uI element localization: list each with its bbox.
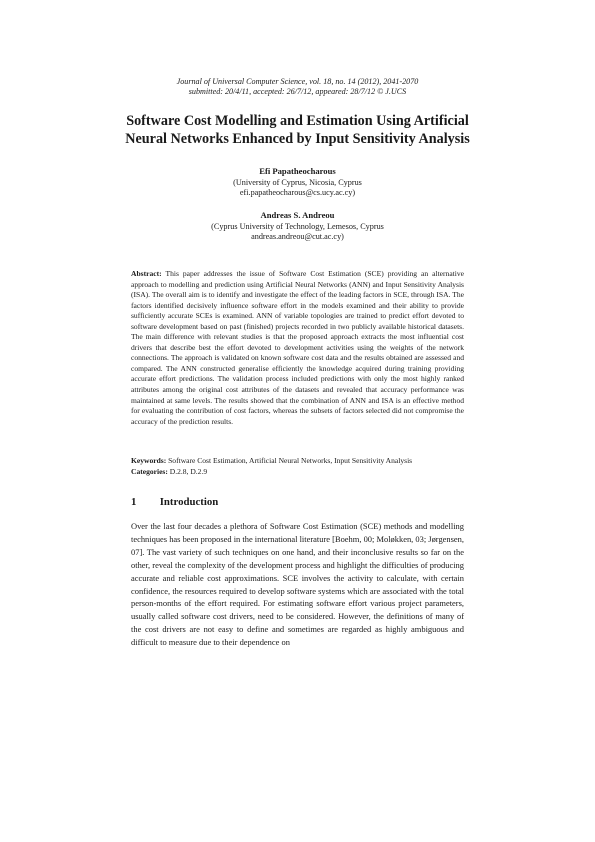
author-block (0, 166, 595, 199)
section-number: 1 (131, 496, 137, 508)
journal-citation: Journal of Universal Computer Science, vol. 18, no. 14 (2012), 2041-2070 (176, 77, 419, 86)
submission-dates: submitted: 20/4/11, accepted: 26/7/12, appeared: 28/7/12 © J.UCS (188, 87, 407, 96)
keywords-block (131, 456, 476, 477)
author-affiliation: (Cyprus University of Technology, Lemesos, Cyprus (211, 221, 384, 231)
title-line-1: Software Cost Modelling and Estimation Using Artificial (126, 113, 469, 129)
keywords-label: Keywords: (131, 456, 167, 465)
categories-text: D.2.8, D.2.9 (169, 466, 208, 476)
journal-header (0, 77, 595, 97)
author-affiliation: (University of Cyprus, Nicosia, Cyprus (233, 177, 362, 187)
categories-label: Categories: (131, 466, 168, 476)
paper-title (40, 112, 555, 148)
abstract-text: This paper addresses the issue of Software Cost Estimation (SCE) providing an alternative approach to modelling and prediction using Artificial Neural Networks (ANN) and Input Sensitivity Analysis (ISA). The overall aim is to identify and investigate the effect of the leading factors in SCE, through ISA. The factors identified decisively influence software effort in the models examined and their ability to provide sufficiently accurate SCEs is examined. ANN of variable topologies are trained to predict effort devoted to software development based on past (finished) projects recorded in two publicly available historical datasets. The main difference with relevant studies is that the proposed approach extracts the most influential cost drivers that describe best the effort devoted to development activities using the weights of the network connections. The approach is validated on known software cost data and the results obtained are assessed and compared. The ANN constructed generalise efficiently the knowledge acquired during training providing accurate effort predictions. The validation process included predictions with only the most highly ranked attributes among the original cost attributes of the datasets and revealed that accuracy performance was maintained at same levels. The results showed that the combination of ANN and ISA is an effective method for evaluating the contribution of cost factors, whereas the subsets of factors selected did not compromise the accuracy of the prediction results. (131, 269, 464, 426)
intro-paragraph: Over the last four decades a plethora of Software Cost Estimation (SCE) methods and modelling techniques has been proposed in the international literature [Boehm, 00; Moløkken, 03; Jørgensen, 07]. The vast variety of such techniques on one hand, and their inconclusive results so far on the other, reveal the complexity of the development process and highlight the difficulties of producing accurate and reliable cost approximations. SCE involves the activity to calculate, with certain confidence, the resources required to develop software systems which are associated with the total person-months of the effort required. For estimating software effort various project parameters, usually called software cost drivers, need to be considered. However, the definitions of many of the cost drivers are not easy to define and sometimes are regarded as highly ambiguous and difficult to measure due to their dependence on (131, 521, 464, 648)
abstract (131, 269, 464, 427)
author-name: Andreas S. Andreou (260, 210, 335, 220)
author-block (0, 210, 595, 243)
section-title: Introduction (159, 496, 219, 508)
keywords-text: Software Cost Estimation, Artificial Neural Networks, Input Sensitivity Analysis (168, 456, 413, 465)
abstract-label: Abstract: (131, 269, 162, 278)
section-heading (131, 496, 218, 509)
title-line-2: Neural Networks Enhanced by Input Sensitivity Analysis (125, 131, 470, 147)
author-name: Efi Papatheocharous (259, 166, 336, 176)
author-email: efi.papatheocharous@cs.ucy.ac.cy) (239, 188, 356, 197)
author-email: andreas.andreou@cut.ac.cy) (251, 232, 344, 241)
